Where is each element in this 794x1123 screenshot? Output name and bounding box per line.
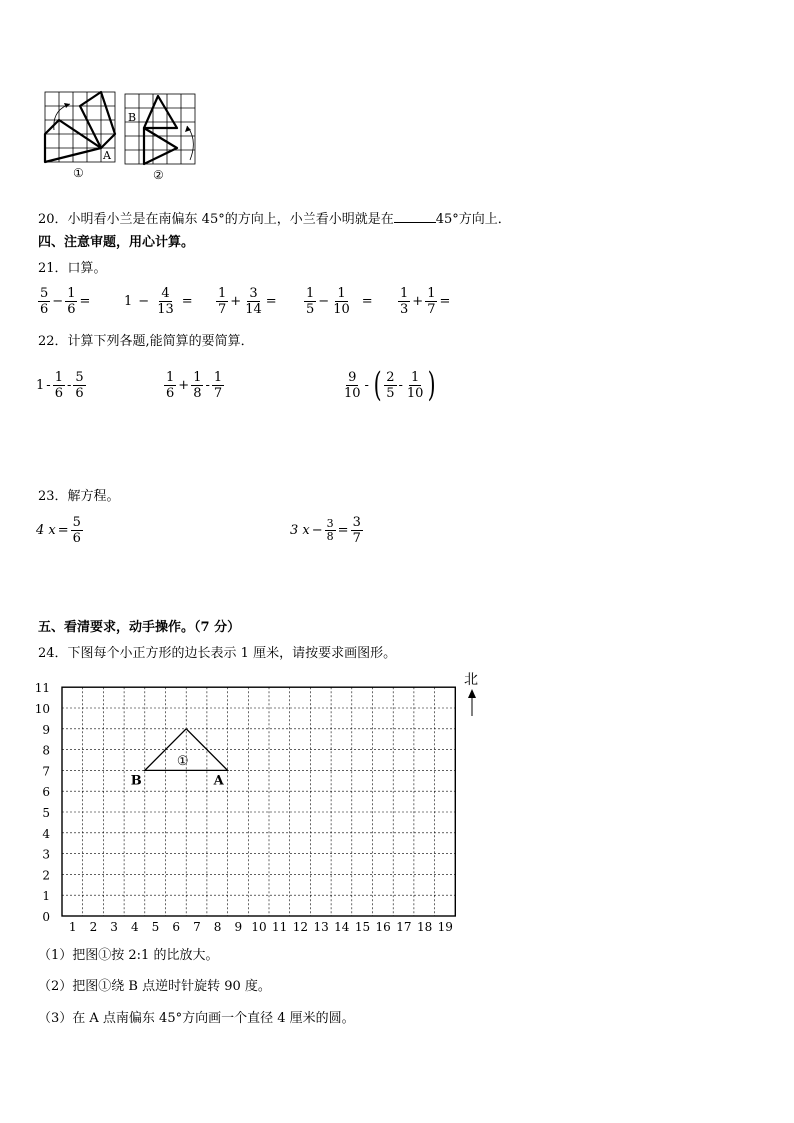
question-20: [38, 208, 511, 229]
x-tick-label: 7: [193, 920, 201, 934]
numerator: 2: [386, 369, 395, 385]
coordinate-grid[interactable]: [30, 668, 490, 936]
operator: −: [318, 294, 330, 309]
y-tick-label: 6: [42, 785, 50, 800]
denominator: 8: [193, 386, 202, 401]
north-arrow-icon: [468, 689, 476, 698]
x-tick-label: 9: [234, 920, 243, 934]
x-tick-label: 19: [437, 920, 453, 934]
x-tick-label: 1: [68, 920, 77, 934]
q21-item-1: [38, 286, 92, 317]
q20-text-after: 45°方向上．: [435, 212, 511, 227]
point-B-label: B: [128, 111, 137, 124]
numerator: 5: [72, 515, 81, 530]
numerator: 3: [249, 286, 258, 301]
triangle-label: ①: [176, 754, 189, 769]
numerator: 3: [326, 517, 334, 530]
q22-expression-1: [36, 370, 86, 401]
north-arrow: [464, 672, 478, 716]
x-tick-label: 4: [130, 920, 139, 934]
denominator: 5: [306, 302, 315, 317]
denominator: 13: [157, 302, 174, 317]
point-B-label: B: [130, 773, 142, 789]
x-tick-label: 15: [354, 920, 371, 934]
grid-border: [62, 687, 455, 916]
figure-2-label: ②: [153, 168, 164, 182]
denominator: 5: [386, 385, 395, 401]
equals-sign: =: [79, 294, 91, 309]
north-label: 北: [464, 672, 478, 688]
rotation-figures: [40, 88, 205, 183]
y-tick-label: 8: [42, 743, 50, 758]
equals-sign: =: [439, 294, 451, 309]
x-tick-label: 5: [151, 920, 160, 934]
denominator: 6: [54, 386, 63, 401]
denominator: 7: [427, 302, 436, 317]
numerator: 3: [352, 515, 361, 530]
x-tick-label: 2: [89, 920, 98, 934]
q22-expression-3: [342, 365, 439, 405]
q24-title: 24．下图每个小正方形的边长表示 1 厘米，请按要求画图形。: [38, 646, 397, 661]
operator: +: [412, 294, 424, 309]
numerator: 4: [161, 286, 170, 301]
numerator: 1: [427, 286, 436, 301]
q23-equation-1: [36, 515, 83, 546]
y-tick-label: 4: [42, 826, 50, 841]
q23-equation-2: [290, 515, 363, 546]
operator: −: [52, 294, 64, 309]
operator: -: [364, 377, 369, 393]
operator: −: [311, 523, 323, 538]
denominator: 7: [213, 386, 223, 401]
q20-answer-blank[interactable]: [394, 208, 436, 223]
rotate-arrow-2: [187, 126, 193, 160]
left-paren: (: [373, 365, 382, 405]
y-tick-label: 9: [42, 722, 50, 737]
x-tick-label: 6: [172, 920, 181, 934]
operator: +: [230, 294, 242, 309]
numerator: 5: [75, 370, 84, 385]
numerator: 1: [400, 286, 409, 301]
figure-1-label: ①: [73, 166, 84, 180]
denominator: 6: [40, 302, 49, 317]
equation-lhs: 4 x: [36, 523, 56, 538]
q24-task-3: （3）在 A 点南偏东 45°方向画一个直径 4 厘米的圆。: [38, 1011, 355, 1026]
x-tick-label: 17: [396, 920, 412, 934]
numerator: 1: [213, 370, 223, 385]
x-tick-label: 12: [292, 920, 309, 934]
denominator: 7: [218, 302, 227, 317]
x-tick-label: 10: [251, 920, 267, 934]
denominator: 8: [326, 530, 334, 543]
q21-item-2: [124, 286, 195, 317]
y-tick-label: 1: [42, 889, 50, 904]
numerator: 1: [337, 286, 346, 301]
equals-sign: =: [337, 523, 349, 538]
q21-item-4: [304, 286, 375, 317]
numerator: 1: [54, 370, 63, 385]
q22-expression-2: [164, 370, 224, 401]
x-tick-label: 14: [334, 920, 350, 934]
point-A-label: A: [103, 149, 111, 162]
x-tick-label: 11: [272, 920, 288, 934]
operator: -: [205, 378, 210, 393]
equals-sign: =: [181, 294, 193, 309]
denominator: 10: [333, 302, 350, 317]
operator: -: [398, 377, 403, 393]
right-paren: ): [428, 365, 437, 405]
x-tick-label: 16: [375, 920, 391, 934]
y-tick-label: 0: [42, 910, 50, 924]
equals-sign: =: [57, 523, 69, 538]
numerator: 9: [348, 369, 357, 385]
denominator: 10: [406, 385, 424, 401]
y-tick-label: 10: [34, 702, 50, 716]
denominator: 3: [400, 302, 409, 317]
operator: +: [178, 378, 190, 393]
denominator: 6: [75, 386, 84, 401]
numerator: 1: [218, 286, 227, 301]
operator: -: [66, 378, 72, 393]
whole-number: 1: [124, 294, 133, 309]
q21-item-5: [398, 286, 452, 317]
q21-title: 21．口算。: [38, 261, 107, 276]
y-tick-label: 3: [42, 847, 50, 862]
x-tick-label: 8: [213, 920, 222, 934]
numerator: 1: [67, 286, 76, 301]
y-tick-label: 11: [34, 681, 50, 696]
equals-sign: =: [265, 294, 277, 309]
section-5-title: 五、看清要求，动手操作。（7 分）: [38, 620, 241, 635]
denominator: 6: [166, 386, 175, 401]
q24-task-2: （2）把图①绕 B 点逆时针旋转 90 度。: [38, 979, 271, 994]
numerator: 1: [306, 286, 315, 301]
whole-number: 1: [36, 378, 45, 393]
denominator: 10: [344, 385, 361, 401]
numerator: 1: [193, 370, 202, 385]
q20-text-before: 20．小明看小兰是在南偏东 45°的方向上，小兰看小明就是在: [38, 212, 394, 227]
numerator: 1: [411, 369, 420, 385]
point-A-label: A: [213, 773, 224, 789]
q24-task-1: （1）把图①按 2:1 的比放大。: [38, 948, 219, 963]
denominator: 14: [245, 302, 262, 317]
numerator: 5: [40, 286, 49, 301]
x-tick-label: 3: [110, 920, 118, 934]
denominator: 6: [72, 531, 81, 546]
q22-title: 22．计算下列各题,能简算的要简算．: [38, 334, 254, 349]
q23-title: 23．解方程。: [38, 489, 120, 504]
figure-2-shapes: [144, 96, 177, 164]
x-tick-label: 18: [416, 920, 433, 934]
x-tick-label: 13: [313, 920, 329, 934]
denominator: 7: [352, 531, 361, 546]
y-tick-label: 5: [42, 806, 50, 820]
equals-sign: =: [361, 294, 373, 309]
numerator: 1: [166, 370, 175, 385]
y-tick-label: 7: [42, 764, 50, 779]
denominator: 6: [67, 302, 76, 317]
operator: −: [138, 294, 150, 309]
q21-item-3: [216, 286, 279, 317]
section-4-title: 四、注意审题，用心计算。: [38, 235, 195, 250]
y-tick-label: 2: [42, 868, 50, 883]
operator: -: [46, 378, 51, 393]
equation-lhs: 3 x: [290, 523, 310, 538]
